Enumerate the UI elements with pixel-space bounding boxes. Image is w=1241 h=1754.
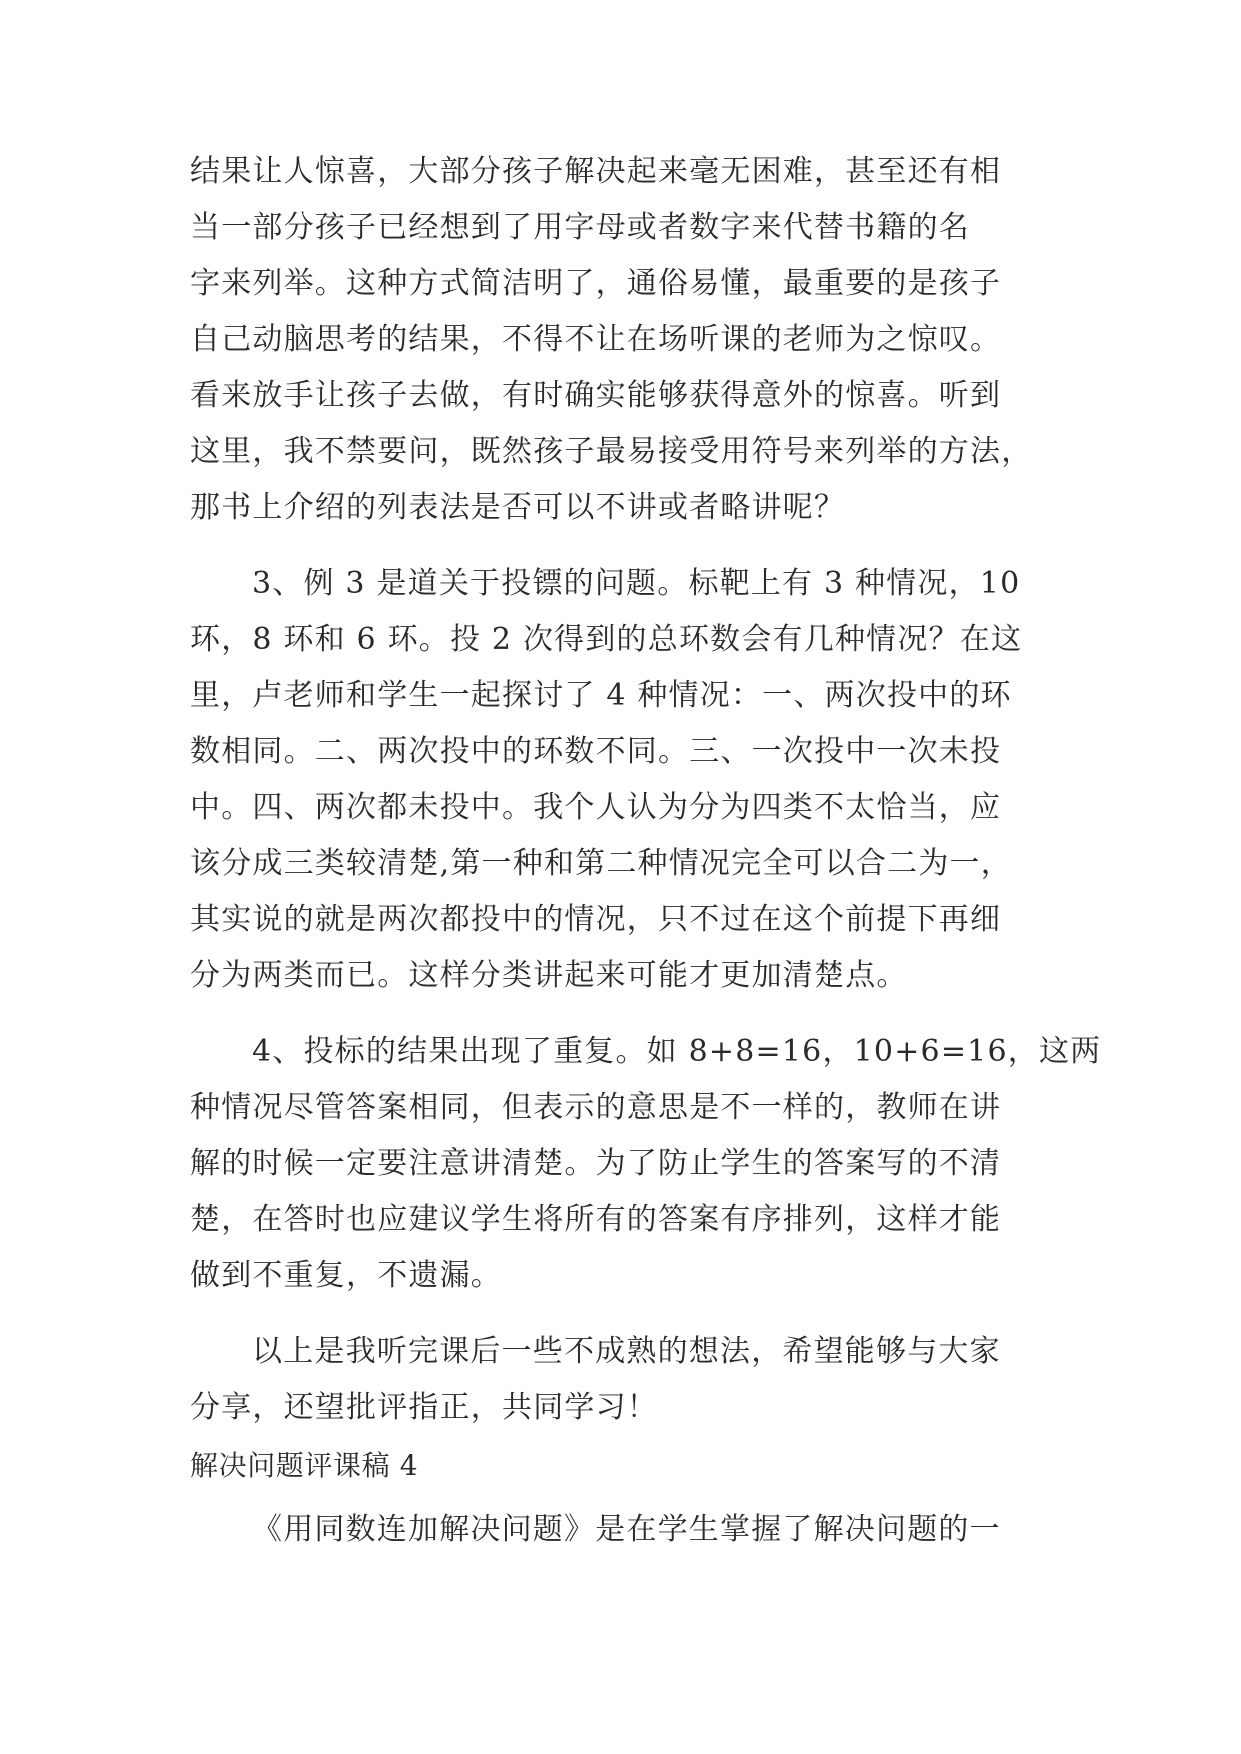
text-line: 结果让人惊喜，大部分孩子解决起来毫无困难，甚至还有相 <box>190 154 1002 189</box>
text-line: 环，8 环和 6 环。投 2 次得到的总环数会有几种情况？在这 <box>190 622 1023 657</box>
paragraph-3-first-line: 3、例 3 是道关于投镖的问题。标靶上有 3 种情况，10 <box>252 566 1021 601</box>
closing-paragraph-first-line: 以上是我听完课后一些不成熟的想法，希望能够与大家 <box>252 1334 1001 1369</box>
text-line: 自己动脑思考的结果，不得不让在场听课的老师为之惊叹。 <box>190 322 1002 357</box>
text-line: 楚，在答时也应建议学生将所有的答案有序排列，这样才能 <box>190 1202 1002 1237</box>
text-line: 种情况尽管答案相同，但表示的意思是不一样的，教师在讲 <box>190 1090 1002 1125</box>
text-line: 当一部分孩子已经想到了用字母或者数字来代替书籍的名 <box>190 210 970 245</box>
text-line: 里，卢老师和学生一起探讨了 4 种情况：一、两次投中的环 <box>190 678 1012 713</box>
paragraph-4-first-line: 4、投标的结果出现了重复。如 8+8=16，10+6=16，这两 <box>252 1034 1102 1069</box>
text-line: 这里，我不禁要问，既然孩子最易接受用符号来列举的方法， <box>190 434 1033 469</box>
text-line: 该分成三类较清楚,第一种和第二种情况完全可以合二为一， <box>190 846 1012 881</box>
text-line: 做到不重复，不遗漏。 <box>190 1258 502 1293</box>
text-line: 分享，还望批评指正，共同学习！ <box>190 1390 658 1425</box>
text-line: 那书上介绍的列表法是否可以不讲或者略讲呢？ <box>190 490 846 525</box>
text-line: 数相同。二、两次投中的环数不同。三、一次投中一次未投 <box>190 734 1002 769</box>
text-line: 字来列举。这种方式简洁明了，通俗易懂，最重要的是孩子 <box>190 266 1002 301</box>
text-line: 其实说的就是两次都投中的情况，只不过在这个前提下再细 <box>190 902 1002 937</box>
text-line: 解的时候一定要注意讲清楚。为了防止学生的答案写的不清 <box>190 1146 1002 1181</box>
text-line: 分为两类而已。这样分类讲起来可能才更加清楚点。 <box>190 958 908 993</box>
text-line: 看来放手让孩子去做，有时确实能够获得意外的惊喜。听到 <box>190 378 1002 413</box>
section-heading: 解决问题评课稿 4 <box>190 1449 419 1482</box>
text-line: 中。四、两次都未投中。我个人认为分为四类不太恰当，应 <box>190 790 1002 825</box>
paragraph-first-line: 《用同数连加解决问题》是在学生掌握了解决问题的一 <box>252 1512 1001 1547</box>
